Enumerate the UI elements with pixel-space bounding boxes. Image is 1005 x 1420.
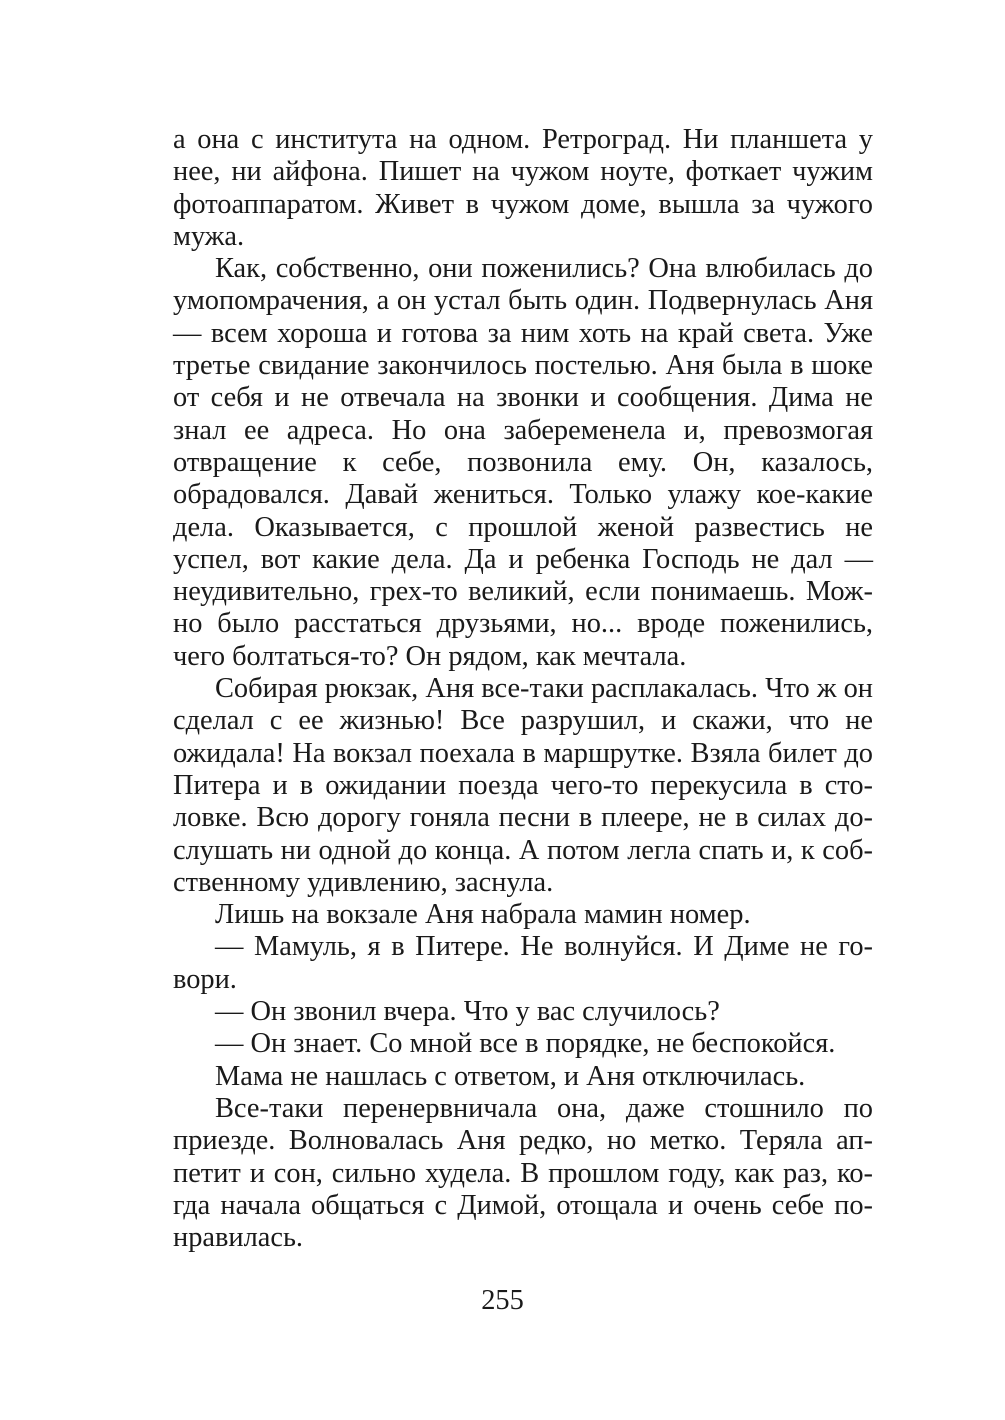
paragraph-9: Все-таки перенервничала она, даже стошнило по приезде. Волновалась Аня редко, но метко. Теряла аппетит и сон, сильно худела. В прошлом году, как раз, когда начала общаться с Димой, отощала и очень себе понравилась. bbox=[173, 1092, 873, 1254]
page-number: 255 bbox=[481, 1285, 524, 1316]
paragraph-1: а она с института на одном. Ретроград. Ни планшета у нее, ни айфона. Пишет на чужом ноуте, фоткает чужим фотоаппаратом. Живет в чужом доме, вышла за чужого мужа. bbox=[173, 124, 873, 252]
dialogue-line-1: — Мамуль, я в Питере. Не волнуйся. И Диме не говори. bbox=[173, 931, 873, 995]
paragraph-4: Лишь на вокзале Аня набрала мамин номер. bbox=[215, 899, 751, 931]
paragraph-2: Как, собственно, они поженились? Она влюбилась до умопомрачения, а он устал быть один. Подвернулась Аня — всем хороша и готова за ним хоть на край света. Уже третье свидание закончилось постелью. Аня была в шоке от себя и не отвечала на звонки и сообщения. Дима не знал ее адреса. Но она забеременела и, превозмогая отвращение к себе, позвонила ему. Он, казалось, обрадовался. Давай жениться. Только улажу кое-какие дела. Оказывается, с прошлой женой развестись не успел, вот какие дела. Да и ребенка Господь не дал — неудивительно, грех-то великий, если понимаешь. Можно было расстаться друзьями, но... вроде поженились, чего болтаться-то? Он рядом, как мечтала. bbox=[173, 253, 873, 672]
dialogue-line-2: — Он звонил вчера. Что у вас случилось? bbox=[215, 996, 720, 1028]
page-body-text bbox=[173, 124, 873, 1254]
paragraph-3: Собирая рюкзак, Аня все-таки расплакалась. Что ж он сделал с ее жизнью! Все разрушил, и скажи, что не ожидала! На вокзал поехала в маршрутке. Взяла билет до Питера и в ожидании поезда чего-то перекусила в столовке. Всю дорогу гоняла песни в плеере, не в силах дослушать ни одной до конца. А потом легла спать и, к собственному удивлению, заснула. bbox=[173, 673, 873, 898]
paragraph-8: Мама не нашлась с ответом, и Аня отключилась. bbox=[215, 1060, 806, 1092]
dialogue-line-3: — Он знает. Со мной все в порядке, не беспокойся. bbox=[215, 1028, 836, 1060]
